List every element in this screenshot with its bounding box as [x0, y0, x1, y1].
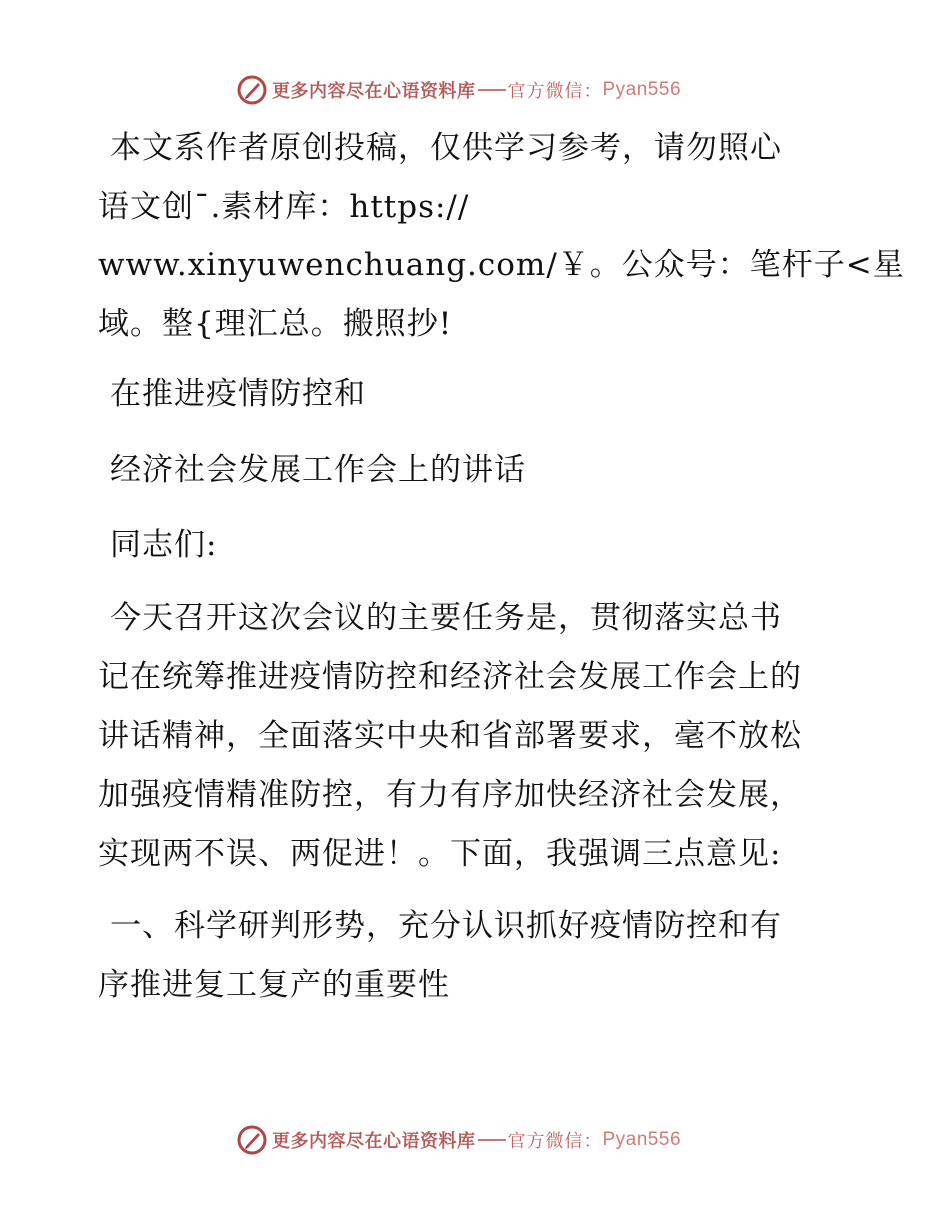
- body-line: 今天召开这次会议的主要任务是，贯彻落实总书: [110, 600, 782, 636]
- watermark-label: 官方微信：: [507, 1131, 603, 1152]
- body-line: 记在统筹推进疫情防控和经济社会发展工作会上的: [98, 659, 802, 695]
- watermark-dash: [478, 89, 506, 91]
- body-line: 域。整{理汇总。搬照抄!: [98, 306, 453, 342]
- watermark-label: 官方微信：: [507, 81, 603, 102]
- body-line: 实现两不误、两促进！。下面，我强调三点意见:: [98, 836, 782, 872]
- body-line: 本文系作者原创投稿，仅供学习参考，请勿照心: [110, 130, 782, 166]
- section-heading-line-1: 一、科学研判形势，充分认识抓好疫情防控和有: [110, 908, 782, 944]
- body-line: 加强疫情精准防控，有力有序加快经济社会发展，: [98, 777, 802, 813]
- watermark-brand: 更多内容尽在心语资料库: [272, 81, 476, 102]
- watermark-dash: [478, 1139, 506, 1141]
- body-line: 讲话精神，全面落实中央和省部署要求，毫不放松: [98, 718, 802, 754]
- salutation: 同志们:: [110, 527, 218, 563]
- header-watermark: [236, 74, 681, 106]
- footer-watermark: [236, 1124, 681, 1156]
- pen-logo-icon: [236, 1124, 268, 1156]
- watermark-id: Pyan556: [602, 1129, 682, 1150]
- body-line: www.xinyuwenchuang.com/￥。公众号：笔杆子<星: [98, 247, 905, 283]
- watermark-brand: 更多内容尽在心语资料库: [272, 1131, 476, 1152]
- section-heading-line-2: 序推进复工复产的重要性: [98, 967, 450, 1003]
- pen-logo-icon: [236, 74, 268, 106]
- speech-title-line-1: 在推进疫情防控和: [110, 376, 366, 412]
- watermark-id: Pyan556: [602, 79, 682, 100]
- speech-title-line-2: 经济社会发展工作会上的讲话: [110, 452, 526, 488]
- body-line: 语文创¯.素材库：https://: [98, 189, 470, 225]
